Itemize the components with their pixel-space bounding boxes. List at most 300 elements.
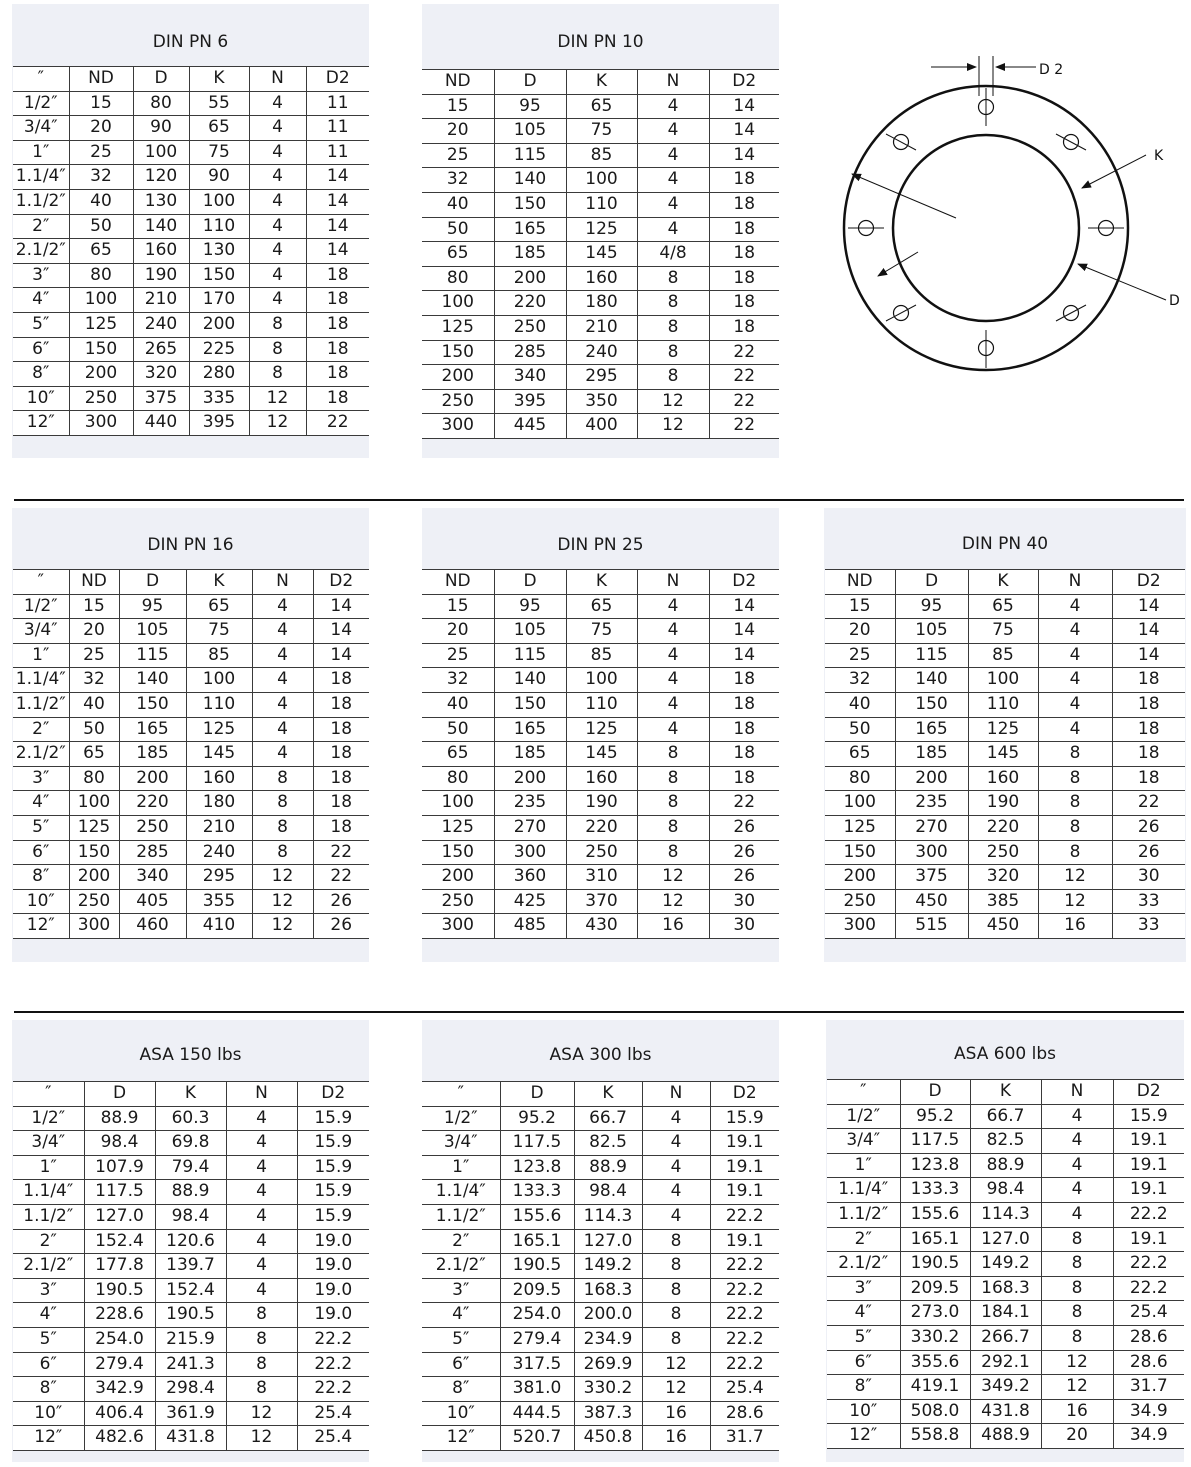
table-cell: 300 [494,840,566,865]
column-header: D2 [297,1082,369,1107]
table-cell: 1.1/2″ [13,692,69,717]
table-cell: 4 [637,94,709,119]
table-cell: 4 [226,1204,297,1229]
table-cell: 14 [306,239,369,264]
table-cell: 30 [1112,865,1185,890]
table-cell: 8 [637,815,709,840]
table-cell: 1.1/4″ [827,1178,900,1203]
table-cell: 210 [566,315,637,340]
column-header: N [226,1082,297,1107]
table-cell: 150 [895,692,968,717]
table-cell: 190.5 [84,1278,155,1303]
table-cell: 8″ [13,362,69,387]
table-cell: 235 [494,791,566,816]
table-cell: 18 [709,168,779,193]
table-cell: 82.5 [574,1131,642,1156]
table-cell: 185 [494,742,566,767]
table-row [13,840,369,865]
table-row [13,668,369,693]
table-row [13,288,369,313]
table-row [422,1401,779,1426]
table-cell: 11 [306,116,369,141]
column-header: N [642,1082,710,1107]
table-cell: 110 [566,692,637,717]
column-header: K [186,570,252,595]
table-cell: 170 [189,288,249,313]
table-cell: 85 [186,643,252,668]
table-cell: 8 [642,1254,710,1279]
table-cell: 241.3 [155,1352,226,1377]
column-header: D2 [313,570,369,595]
column-header: D2 [709,570,779,595]
table-cell: 342.9 [84,1377,155,1402]
table-cell: 12″ [422,1426,500,1451]
table-cell: 1″ [13,140,69,165]
table-row [422,889,779,914]
table-cell: 12″ [13,1426,84,1451]
table-row [422,1352,779,1377]
table-cell: 1/2″ [13,594,69,619]
table-cell: 14 [709,143,779,168]
table-cell: 10″ [422,1401,500,1426]
table-cell: 22.2 [1113,1276,1184,1301]
table-row [825,619,1185,644]
table-cell: 18 [1112,742,1185,767]
header-row [825,570,1185,595]
table-cell: 88.9 [84,1106,155,1131]
table-row [422,692,779,717]
table-cell: 80 [133,91,189,116]
table-row [13,1352,369,1377]
table-cell: 273.0 [900,1301,970,1326]
table-cell: 20 [69,619,119,644]
table-cell: 4″ [422,1303,500,1328]
table-cell: 1.1/2″ [13,189,69,214]
flange-diagram-svg [826,38,1186,398]
table-cell: 125 [186,717,252,742]
table-cell: 250 [566,840,637,865]
table-cell: 65 [566,94,637,119]
table-cell: 482.6 [84,1426,155,1451]
table-cell: 123.8 [500,1155,574,1180]
column-header: ND [422,570,494,595]
table-cell: 209.5 [500,1278,574,1303]
table-cell: 18 [313,815,369,840]
table-row [825,840,1185,865]
table-cell: 270 [494,815,566,840]
table-cell: 200 [422,865,494,890]
table-row [13,619,369,644]
table-cell: 8 [1038,840,1112,865]
column-header: D2 [1112,570,1185,595]
table-cell: 22.2 [1113,1252,1184,1277]
table-cell: 12″ [13,914,69,939]
table-row [13,1180,369,1205]
table-cell: 265 [133,337,189,362]
table-cell: 117.5 [84,1180,155,1205]
table-cell: 6″ [827,1350,900,1375]
table-cell: 375 [133,386,189,411]
column-header: ND [422,70,494,95]
table-cell: 4 [1038,594,1112,619]
table-row [422,594,779,619]
table-cell: 320 [133,362,189,387]
table-row [422,1106,779,1131]
table-cell: 3″ [13,263,69,288]
table-title: DIN PN 10 [557,32,644,52]
table-cell: 395 [494,389,566,414]
column-header: D [84,1082,155,1107]
table-row [422,414,779,439]
table-row [13,914,369,939]
table-row [827,1325,1184,1350]
table-row [825,914,1185,939]
table-cell: 385 [968,889,1038,914]
table-row [13,1155,369,1180]
table-cell: 2″ [13,1229,84,1254]
table-cell: 140 [895,668,968,693]
header-row [13,570,369,595]
table-cell: 4 [1038,668,1112,693]
column-header: K [574,1082,642,1107]
table-row [13,1254,369,1279]
table-cell: 1/2″ [422,1106,500,1131]
table-cell: 140 [494,668,566,693]
table-cell: 19.0 [297,1254,369,1279]
table-cell: 65 [825,742,895,767]
table-cell: 22 [313,865,369,890]
table-row [13,594,369,619]
table-cell: 450 [895,889,968,914]
table-cell: 15 [422,594,494,619]
table-row [13,815,369,840]
table-cell: 14 [709,94,779,119]
table-cell: 228.6 [84,1303,155,1328]
table-row [827,1375,1184,1400]
table-cell: 14 [1112,643,1185,668]
table-row [13,337,369,362]
table-row [13,263,369,288]
table-cell: 26 [1112,840,1185,865]
table-cell: 317.5 [500,1352,574,1377]
table-cell: 300 [422,914,494,939]
table-row [422,840,779,865]
table-cell: 18 [709,717,779,742]
table-cell: 18 [1112,717,1185,742]
table-cell: 3/4″ [422,1131,500,1156]
table-cell: 3″ [827,1276,900,1301]
table-cell: 85 [566,143,637,168]
table-cell: 8 [637,742,709,767]
table-cell: 330.2 [900,1325,970,1350]
table-row [422,865,779,890]
column-header: D2 [710,1082,779,1107]
table-row [13,312,369,337]
table-cell: 125 [566,717,637,742]
table-cell: 25 [69,140,133,165]
table-title: ASA 300 lbs [549,1045,652,1065]
table-cell: 18 [1112,766,1185,791]
table-cell: 120 [133,165,189,190]
table-cell: 4 [226,1131,297,1156]
column-header: ″ [13,1082,84,1107]
table-cell: 292.1 [970,1350,1041,1375]
table-cell: 150 [69,840,119,865]
table-cell: 4 [249,239,306,264]
table-row [825,791,1185,816]
table-cell: 250 [422,389,494,414]
table-cell: 139.7 [155,1254,226,1279]
table-cell: 150 [422,840,494,865]
column-header: D [133,67,189,92]
table-row [13,1278,369,1303]
table-cell: 15 [69,91,133,116]
table-cell: 65 [422,242,494,267]
table-cell: 95 [895,594,968,619]
table-cell: 1.1/2″ [422,1204,500,1229]
table-cell: 8 [642,1278,710,1303]
table-cell: 100 [133,140,189,165]
table-cell: 4 [1041,1153,1113,1178]
column-header: N [249,67,306,92]
table-cell: 133.3 [900,1178,970,1203]
table-row [825,717,1185,742]
table-cell: 80 [422,266,494,291]
table-cell: 152.4 [155,1278,226,1303]
table-cell: 98.4 [574,1180,642,1205]
table-cell: 18 [306,386,369,411]
table-cell: 16 [637,914,709,939]
table-cell: 1.1/4″ [422,1180,500,1205]
table-row [827,1252,1184,1277]
table-cell: 190 [566,791,637,816]
table-cell: 150 [494,692,566,717]
table-cell: 8 [1038,815,1112,840]
column-header: ″ [422,1082,500,1107]
table-cell: 10″ [13,1401,84,1426]
table-row [422,668,779,693]
table-cell: 165 [895,717,968,742]
table-cell: 349.2 [970,1375,1041,1400]
table-cell: 165.1 [500,1229,574,1254]
table-cell: 240 [133,312,189,337]
table-cell: 295 [186,865,252,890]
table-cell: 18 [1112,692,1185,717]
table-row [825,594,1185,619]
table-cell: 295 [566,365,637,390]
table-cell: 8 [642,1303,710,1328]
table-cell: 26 [1112,815,1185,840]
table-cell: 210 [133,288,189,313]
table-cell: 98.4 [970,1178,1041,1203]
table-cell: 14 [313,643,369,668]
table-cell: 4″ [13,288,69,313]
table-row [422,1426,779,1451]
table-cell: 28.6 [1113,1350,1184,1375]
table-cell: 4 [637,668,709,693]
table-cell: 12″ [827,1424,900,1449]
table-cell: 11 [306,91,369,116]
table-cell: 381.0 [500,1377,574,1402]
table-cell: 15.9 [297,1204,369,1229]
column-header: ND [825,570,895,595]
din-pn10-table [422,69,779,439]
table-cell: 31.7 [1113,1375,1184,1400]
table-cell: 22.2 [710,1352,779,1377]
table-cell: 14 [313,594,369,619]
table-cell: 18 [709,242,779,267]
section-divider [14,499,1184,501]
table-cell: 18 [709,192,779,217]
table-cell: 22 [709,414,779,439]
table-row [422,643,779,668]
table-cell: 18 [313,692,369,717]
hole-centerlines [848,88,1124,368]
table-cell: 266.7 [970,1325,1041,1350]
table-cell: 20 [422,619,494,644]
table-row [13,386,369,411]
table-cell: 85 [566,643,637,668]
flange-outer-circle [844,86,1128,370]
table-cell: 40 [69,189,133,214]
table-cell: 4 [252,717,313,742]
table-cell: 8 [637,766,709,791]
table-row [13,766,369,791]
table-cell: 14 [1112,594,1185,619]
table-cell: 250 [494,315,566,340]
table-cell: 50 [69,214,133,239]
table-cell: 100 [69,288,133,313]
table-cell: 3/4″ [13,116,69,141]
table-row [422,1278,779,1303]
table-cell: 8 [637,340,709,365]
table-row [422,192,779,217]
table-cell: 5″ [13,815,69,840]
table-cell: 31.7 [710,1426,779,1451]
table-cell: 85 [968,643,1038,668]
table-cell: 269.9 [574,1352,642,1377]
table-cell: 4″ [13,1303,84,1328]
header-row [422,1082,779,1107]
table-row [422,365,779,390]
table-cell: 18 [709,291,779,316]
table-cell: 210 [186,815,252,840]
table-cell: 50 [422,717,494,742]
table-cell: 40 [422,192,494,217]
label-d: D [1169,293,1180,309]
table-cell: 14 [313,619,369,644]
table-cell: 55 [189,91,249,116]
table-cell: 90 [133,116,189,141]
table-cell: 165 [494,217,566,242]
table-cell: 15 [825,594,895,619]
table-cell: 19.1 [1113,1178,1184,1203]
table-cell: 22 [1112,791,1185,816]
table-cell: 33 [1112,914,1185,939]
table-cell: 150 [69,337,133,362]
table-cell: 4 [249,91,306,116]
table-cell: 165 [494,717,566,742]
table-cell: 8 [637,291,709,316]
table-cell: 19.0 [297,1229,369,1254]
table-cell: 4 [637,168,709,193]
table-cell: 488.9 [970,1424,1041,1449]
din-pn16-table [13,569,369,939]
table-cell: 16 [642,1426,710,1451]
table-cell: 4 [642,1106,710,1131]
table-cell: 12 [252,914,313,939]
table-cell: 65 [566,594,637,619]
table-cell: 2″ [13,717,69,742]
table-cell: 22.2 [710,1327,779,1352]
column-header: D [895,570,968,595]
table-cell: 4 [249,165,306,190]
table-cell: 50 [69,717,119,742]
table-cell: 4 [252,643,313,668]
table-cell: 127.0 [84,1204,155,1229]
column-header: K [566,570,637,595]
table-cell: 8 [226,1327,297,1352]
table-cell: 32 [422,168,494,193]
column-header: N [1041,1080,1113,1105]
table-cell: 445 [494,414,566,439]
table-cell: 18 [313,717,369,742]
table-cell: 25.4 [710,1377,779,1402]
table-row [13,1401,369,1426]
table-cell: 12 [249,386,306,411]
table-cell: 117.5 [900,1129,970,1154]
table-cell: 18 [313,668,369,693]
table-cell: 190.5 [500,1254,574,1279]
table-cell: 22 [306,411,369,436]
table-cell: 95.2 [900,1104,970,1129]
table-cell: 20 [825,619,895,644]
table-cell: 558.8 [900,1424,970,1449]
table-cell: 4 [226,1155,297,1180]
table-cell: 140 [494,168,566,193]
table-cell: 300 [69,914,119,939]
table-cell: 4 [1038,643,1112,668]
table-cell: 100 [69,791,119,816]
table-cell: 22 [709,365,779,390]
table-cell: 98.4 [84,1131,155,1156]
table-cell: 200 [189,312,249,337]
table-cell: 18 [709,217,779,242]
table-cell: 20 [1041,1424,1113,1449]
table-cell: 431.8 [970,1399,1041,1424]
table-cell: 19.0 [297,1303,369,1328]
table-cell: 34.9 [1113,1399,1184,1424]
table-cell: 220 [968,815,1038,840]
table-row [827,1227,1184,1252]
table-cell: 1.1/4″ [13,668,69,693]
table-cell: 460 [119,914,186,939]
table-cell: 8 [249,337,306,362]
table-cell: 180 [186,791,252,816]
table-cell: 114.3 [970,1202,1041,1227]
table-cell: 3″ [13,1278,84,1303]
table-cell: 350 [566,389,637,414]
table-cell: 1″ [422,1155,500,1180]
table-row [825,692,1185,717]
table-cell: 14 [306,189,369,214]
table-cell: 4 [249,140,306,165]
table-row [825,815,1185,840]
table-cell: 8 [1041,1252,1113,1277]
table-cell: 450 [968,914,1038,939]
table-row [422,291,779,316]
column-header: ND [69,67,133,92]
